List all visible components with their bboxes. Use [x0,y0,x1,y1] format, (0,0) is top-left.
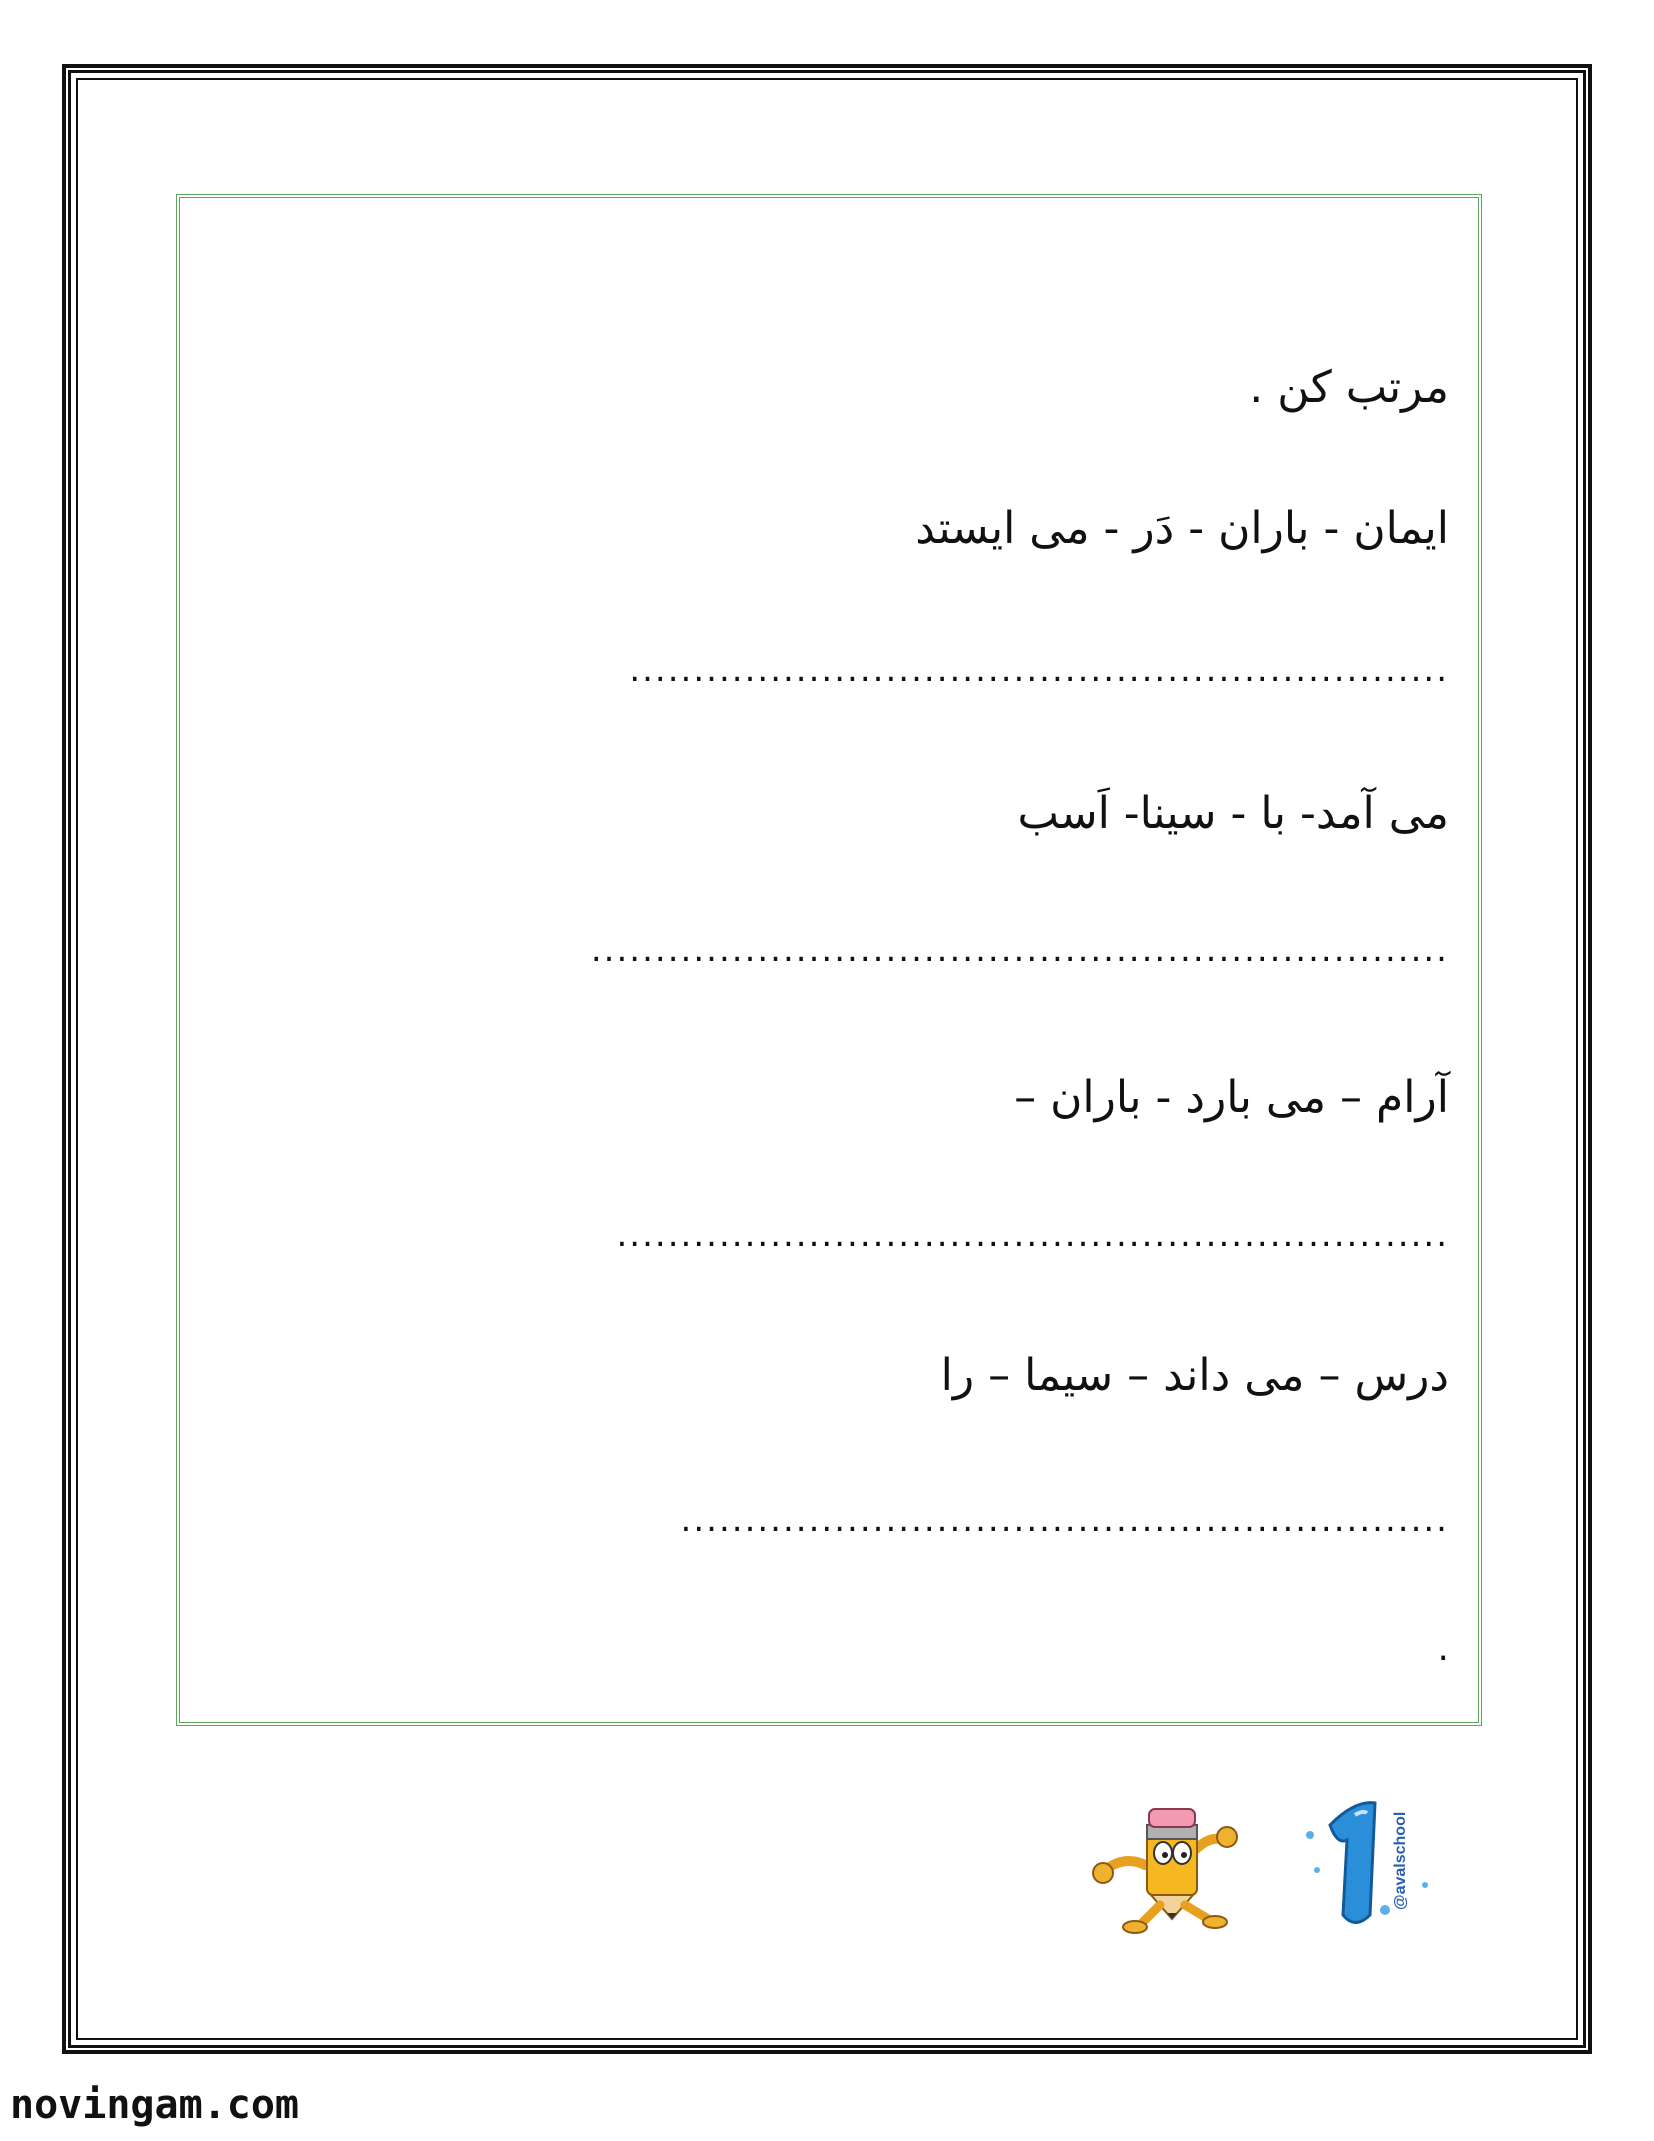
answer-line-4: ............................................................ [680,1500,1449,1540]
answer-line-2: ................................................................... [590,930,1449,970]
question-2-words: می آمد- با - سینا- اَسب [1017,788,1449,839]
answer-line-3: ................................................................. [616,1215,1449,1255]
question-4-words: درس – می داند – سیما – را [940,1350,1449,1401]
answer-line-1: ................................................................ [629,650,1449,690]
end-mark: . [1437,1628,1449,1669]
instruction-text: مرتب کن . [1249,362,1449,413]
footer-logos [1085,1795,1460,1935]
question-1-words: ایمان - باران - دَر - می ایستد [915,503,1449,554]
question-3-words: آرام – می بارد - باران – [1014,1072,1449,1123]
site-watermark: novingam.com [10,2082,299,2128]
pencil-mascot-icon [1093,1809,1237,1933]
badge-text: @avalschool [1392,1811,1409,1910]
number-one-logo-icon [1306,1803,1428,1923]
